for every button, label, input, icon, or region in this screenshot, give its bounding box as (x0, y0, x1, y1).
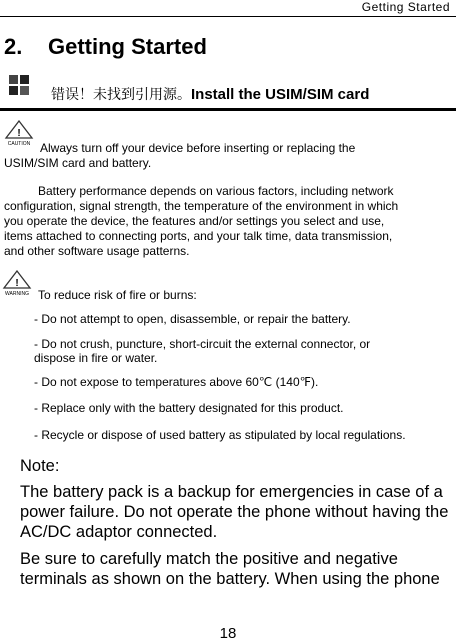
note-paragraph-line: terminals as shown on the battery. When using the phone (20, 570, 440, 588)
note-paragraph-line: power failure. Do not operate the phone without having the (20, 503, 449, 521)
warning-item: - Do not crush, puncture, short-circuit the external connector, or (34, 337, 371, 351)
section-heading (51, 84, 369, 104)
warning-item: - Do not attempt to open, disassemble, or repair the battery. (34, 312, 351, 326)
battery-paragraph-line: configuration, signal strength, the temperature of the environment in which (4, 199, 399, 213)
warning-item: - Do not expose to temperatures above 60℃ (140℉). (34, 375, 319, 389)
section-title: Install the USIM/SIM card (191, 86, 370, 103)
svg-text:!: ! (15, 278, 19, 289)
caution-icon-label: CAUTION (7, 141, 31, 146)
warning-item: - Recycle or dispose of used battery as stipulated by local regulations. (34, 428, 406, 442)
warning-item: - Replace only with the battery designated for this product. (34, 401, 344, 415)
note-paragraph-line: Be sure to carefully match the positive and negative (20, 550, 398, 568)
caution-line-2: USIM/SIM card and battery. (4, 156, 152, 170)
battery-paragraph-line: items attached to connecting ports, and your talk time, data transmission, (4, 229, 393, 243)
warning-icon-label: WARNING (5, 291, 29, 296)
caution-line-1: Always turn off your device before inserting or replacing the (40, 141, 356, 155)
battery-paragraph-line: you operate the device, the features and/or settings you select and use, (4, 214, 385, 228)
section-divider (0, 108, 456, 111)
page-number: 18 (219, 625, 237, 642)
battery-paragraph-line: Battery performance depends on various factors, including network (38, 184, 394, 198)
note-label: Note: (20, 457, 60, 475)
svg-text:!: ! (17, 128, 21, 139)
note-paragraph-line: The battery pack is a backup for emergencies in case of a (20, 483, 443, 501)
chapter-heading (4, 34, 207, 60)
warning-icon (2, 270, 32, 296)
warning-item: dispose in fire or water. (34, 351, 158, 365)
caution-icon (4, 120, 34, 146)
warning-intro: To reduce risk of fire or burns: (38, 288, 197, 302)
section-error-text: 错误！未找到引用源。 (51, 87, 191, 103)
chapter-title: Getting Started (48, 34, 207, 59)
note-paragraph-line: AC/DC adaptor connected. (20, 523, 218, 541)
chapter-number: 2. (4, 34, 23, 59)
section-bullet-icon (8, 74, 30, 96)
battery-paragraph-line: and other software usage patterns. (4, 244, 190, 258)
running-header: Getting Started (361, 0, 450, 14)
header-divider (0, 16, 456, 17)
